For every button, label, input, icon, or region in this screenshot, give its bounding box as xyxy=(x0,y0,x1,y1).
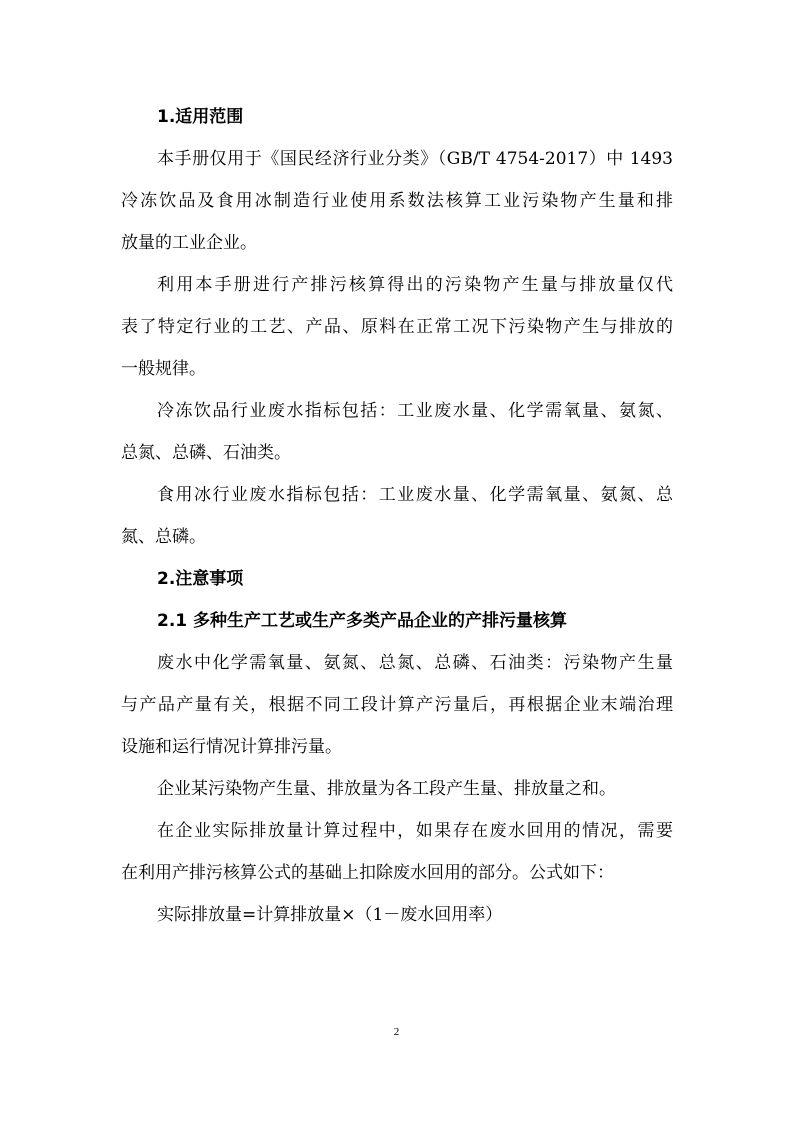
heading-notes: 2.注意事项 xyxy=(157,569,244,589)
paragraph-line: 在利用产排污核算公式的基础上扣除废水回用的部分。公式如下： xyxy=(121,863,614,883)
paragraph-line: 氮、总磷。 xyxy=(121,527,206,547)
paragraph-line: 利用本手册进行产排污核算得出的污染物产生量与排放量仅代 xyxy=(157,275,673,295)
heading-multi-process: 2.1 多种生产工艺或生产多类产品企业的产排污量核算 xyxy=(157,611,568,631)
paragraph-line: 与产品产量有关，根据不同工段计算产污量后，再根据企业末端治理 xyxy=(121,695,673,715)
heading-scope: 1.适用范围 xyxy=(157,107,244,127)
paragraph-line: 设施和运行情况计算排污量。 xyxy=(121,737,342,757)
paragraph-line: 放量的工业企业。 xyxy=(121,233,257,253)
paragraph-line: 表了特定行业的工艺、产品、原料在正常工况下污染物产生与排放的 xyxy=(121,317,673,337)
paragraph-line: 企业某污染物产生量、排放量为各工段产生量、排放量之和。 xyxy=(157,779,616,799)
paragraph-line: 冷冻饮品行业废水指标包括：工业废水量、化学需氧量、氨氮、 xyxy=(157,401,673,421)
paragraph-line: 废水中化学需氧量、氨氮、总氮、总磷、石油类：污染物产生量 xyxy=(157,653,673,673)
formula-line: 实际排放量=计算排放量×（1－废水回用率） xyxy=(157,905,503,925)
paragraph-line: 在企业实际排放量计算过程中，如果存在废水回用的情况，需要 xyxy=(157,821,673,841)
page-number: 2 xyxy=(393,1026,400,1038)
paragraph-line: 一般规律。 xyxy=(121,359,206,379)
paragraph-line: 冷冻饮品及食用冰制造行业使用系数法核算工业污染物产生量和排 xyxy=(121,191,673,211)
paragraph-line: 总氮、总磷、石油类。 xyxy=(121,443,291,463)
paragraph-line: 本手册仅用于《国民经济行业分类》（GB/T 4754-2017）中 1493 xyxy=(157,149,673,169)
paragraph-line: 食用冰行业废水指标包括：工业废水量、化学需氧量、氨氮、总 xyxy=(157,485,673,505)
